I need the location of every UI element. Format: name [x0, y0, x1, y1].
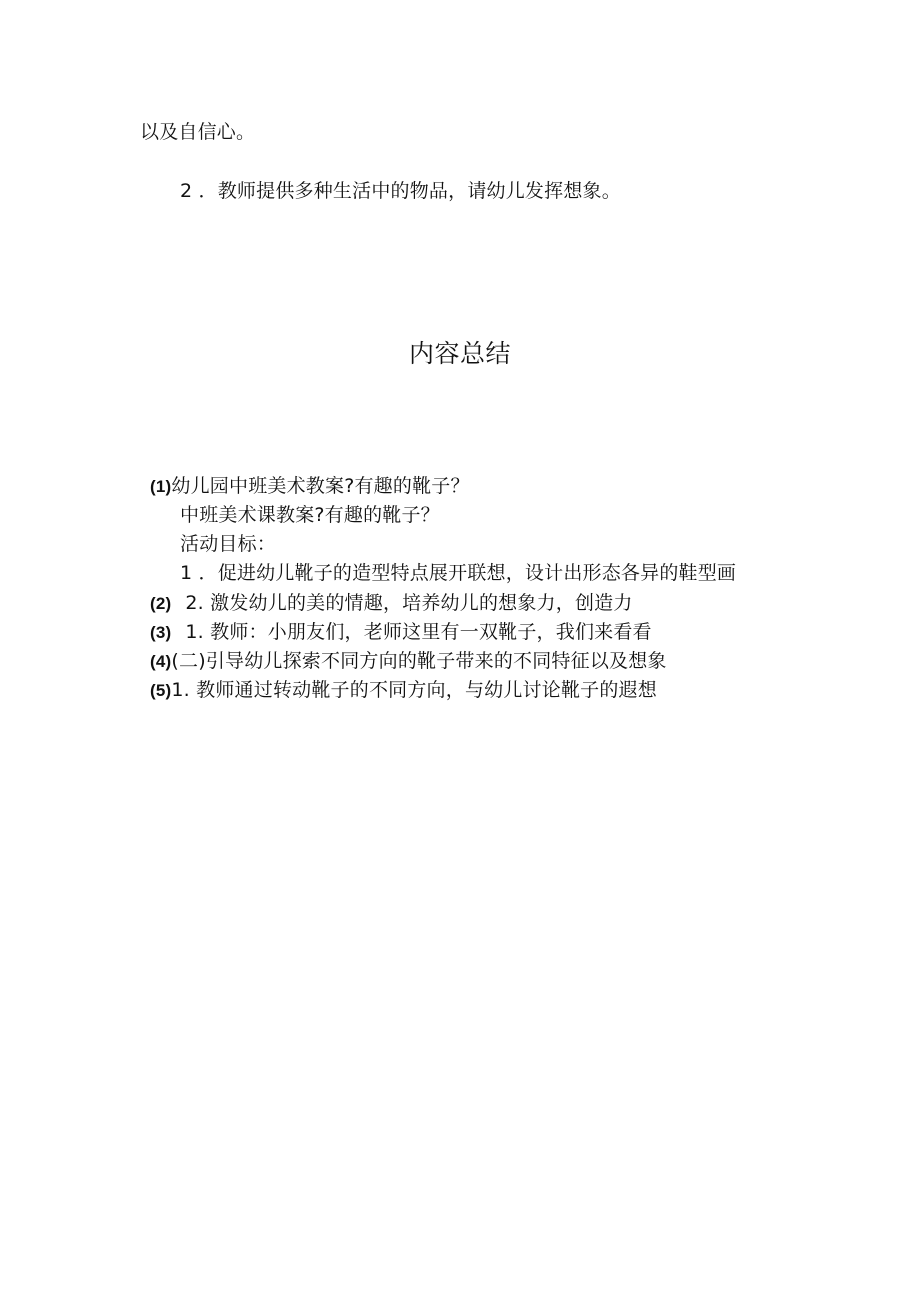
- body-text-line: 2 ．教师提供多种生活中的物品，请幼儿发挥想象。: [180, 180, 621, 202]
- item-text: 1. 教师：小朋友们，老师这里有一双靴子，我们来看看: [185, 621, 652, 643]
- item-text: 2. 激发幼儿的美的情趣，培养幼儿的想象力，创造力: [185, 592, 633, 614]
- summary-subline: 1 ．促进幼儿靴子的造型特点展开联想，设计出形态各异的鞋型画: [180, 562, 737, 584]
- summary-subline: 中班美术课教案?有趣的靴子？: [180, 504, 440, 526]
- item-number: (2): [150, 594, 172, 613]
- body-text-line: 以及自信心。: [140, 121, 256, 143]
- item-text: 1. 教师通过转动靴子的不同方向，与幼儿讨论靴子的遐想: [171, 679, 657, 701]
- summary-item: [150, 676, 657, 705]
- summary-item: [150, 647, 667, 676]
- summary-subline: 活动目标：: [180, 533, 277, 555]
- summary-item: [150, 472, 470, 501]
- item-number: (3): [150, 623, 172, 642]
- summary-item: [150, 589, 633, 618]
- summary-item: [150, 618, 652, 647]
- item-number: (1): [150, 477, 172, 496]
- section-title: 内容总结: [408, 339, 511, 368]
- item-number: (5): [150, 681, 172, 700]
- item-text: (二)引导幼儿探索不同方向的靴子带来的不同特征以及想象: [171, 650, 667, 672]
- item-number: (4): [150, 652, 172, 671]
- item-text: 幼儿园中班美术教案?有趣的靴子？: [171, 475, 470, 497]
